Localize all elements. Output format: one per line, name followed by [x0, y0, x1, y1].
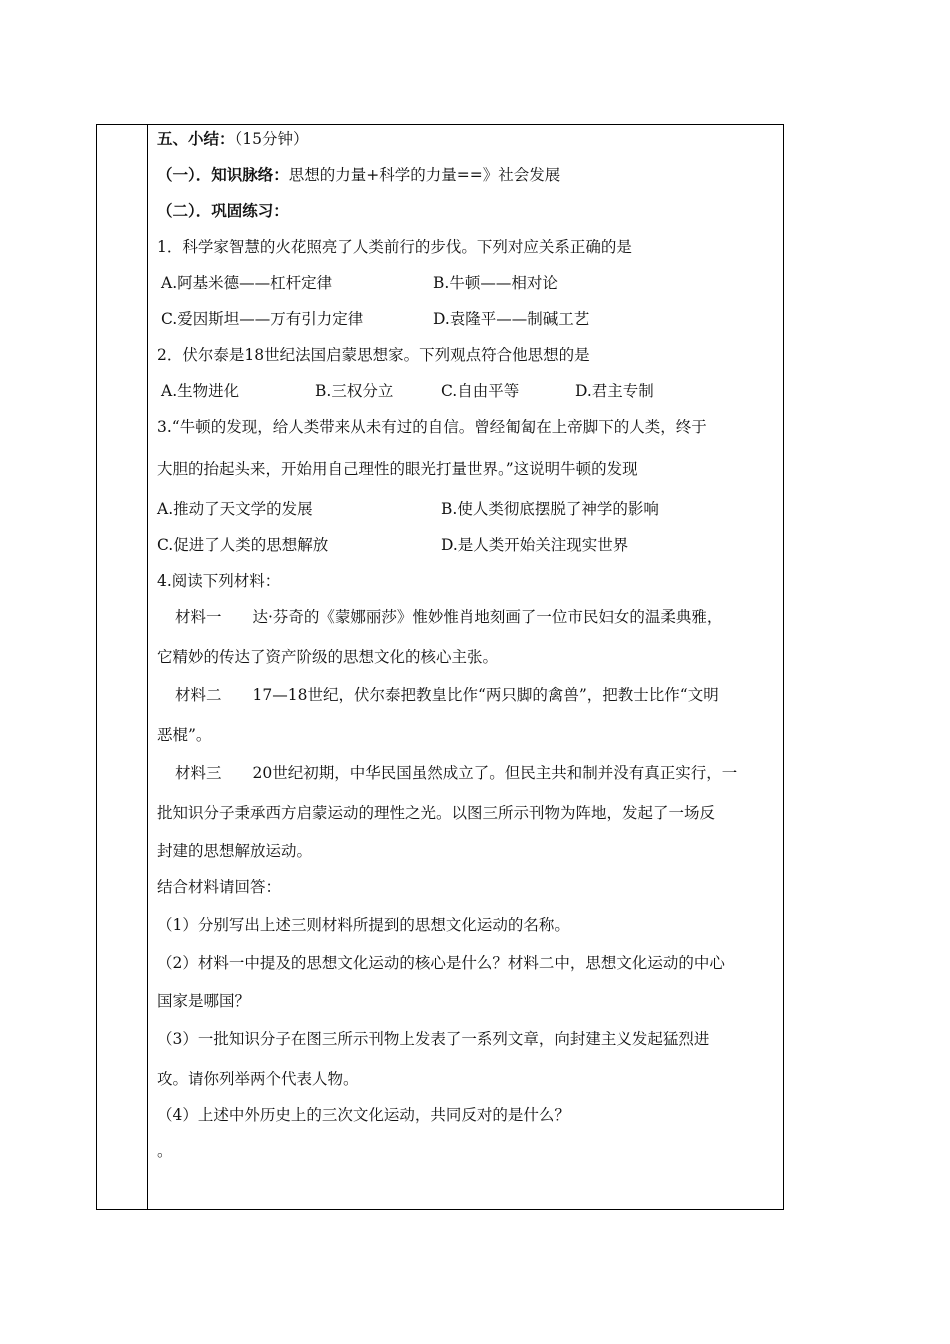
q3-option-a: A.推动了天文学的发展 [157, 500, 313, 518]
q4-material1-line1: 材料一 达·芬奇的《蒙娜丽莎》惟妙惟肖地刻画了一位市民妇女的温柔典雅， [175, 608, 723, 626]
section-duration: （15分钟） [234, 130, 309, 148]
q3-option-d: D.是人类开始关注现实世界 [441, 536, 629, 554]
practice-label: （二）．巩固练习： [157, 201, 289, 220]
q4-sub2-line2: 国家是哪国？ [157, 992, 251, 1010]
q4-material3-line2: 批知识分子秉承西方启蒙运动的理性之光。以图三所示刊物为阵地，发起了一场反 [157, 804, 716, 822]
q3-option-b: B.使人类彻底摆脱了神学的影响 [441, 500, 659, 518]
q3-stem-line1: 3.“牛顿的发现，给人类带来从未有过的自信。曾经匍匐在上帝脚下的人类，终于 [157, 418, 707, 436]
table-left-cell [97, 125, 148, 1209]
q4-material1-line2: 它精妙的传达了资产阶级的思想文化的核心主张。 [157, 648, 499, 666]
q3-option-c: C.促进了人类的思想解放 [157, 536, 329, 554]
q4-sub3-line1: （3）一批知识分子在图三所示刊物上发表了一系列文章，向封建主义发起猛烈进 [157, 1030, 710, 1048]
section-heading: 五、小结： [157, 129, 235, 148]
q4-sub3-line2: 攻。请你列举两个代表人物。 [157, 1070, 359, 1088]
q4-sub2-line1: （2）材料一中提及的思想文化运动的核心是什么？材料二中，思想文化运动的中心 [157, 954, 725, 972]
q1-stem: 1．科学家智慧的火花照亮了人类前行的步伐。下列对应关系正确的是 [157, 238, 632, 256]
knowledge-line [157, 165, 560, 185]
q4-sub4: （4）上述中外历史上的三次文化运动，共同反对的是什么？ [157, 1106, 570, 1124]
section-heading-line [157, 129, 309, 149]
q1-option-a: A.阿基米德——杠杆定律 [161, 274, 333, 292]
q1-option-d: D.袁隆平——制碱工艺 [433, 310, 590, 328]
q4-sub1: （1）分别写出上述三则材料所提到的思想文化运动的名称。 [157, 916, 570, 934]
q4-prompt: 结合材料请回答： [157, 878, 282, 896]
knowledge-text: 思想的力量+科学的力量==》社会发展 [288, 166, 561, 184]
q2-stem: 2．伏尔泰是18世纪法国启蒙思想家。下列观点符合他思想的是 [157, 346, 590, 364]
q4-stem: 4.阅读下列材料： [157, 572, 281, 590]
q1-option-b: B.牛顿——相对论 [433, 274, 558, 292]
q4-material3-line3: 封建的思想解放运动。 [157, 842, 313, 860]
q2-option-b: B.三权分立 [315, 382, 394, 400]
q2-option-a: A.生物进化 [161, 382, 240, 400]
q4-material2-line1: 材料二 17—18世纪，伏尔泰把教皇比作“两只脚的禽兽”，把教士比作“文明 [175, 686, 719, 704]
q1-option-c: C.爱因斯坦——万有引力定律 [161, 310, 364, 328]
q4-material2-line2: 恶棍”。 [157, 726, 212, 744]
q2-option-d: D.君主专制 [575, 382, 654, 400]
q3-stem-line2: 大胆的抬起头来，开始用自己理性的眼光打量世界。”这说明牛顿的发现 [157, 460, 638, 478]
q4-material3-line1: 材料三 20世纪初期，中华民国虽然成立了。但民主共和制并没有真正实行，一 [175, 764, 738, 782]
knowledge-label: （一）．知识脉络： [157, 165, 289, 184]
q2-option-c: C.自由平等 [441, 382, 520, 400]
lesson-table [96, 124, 784, 1210]
q4-tail-mark: 。 [157, 1142, 173, 1160]
